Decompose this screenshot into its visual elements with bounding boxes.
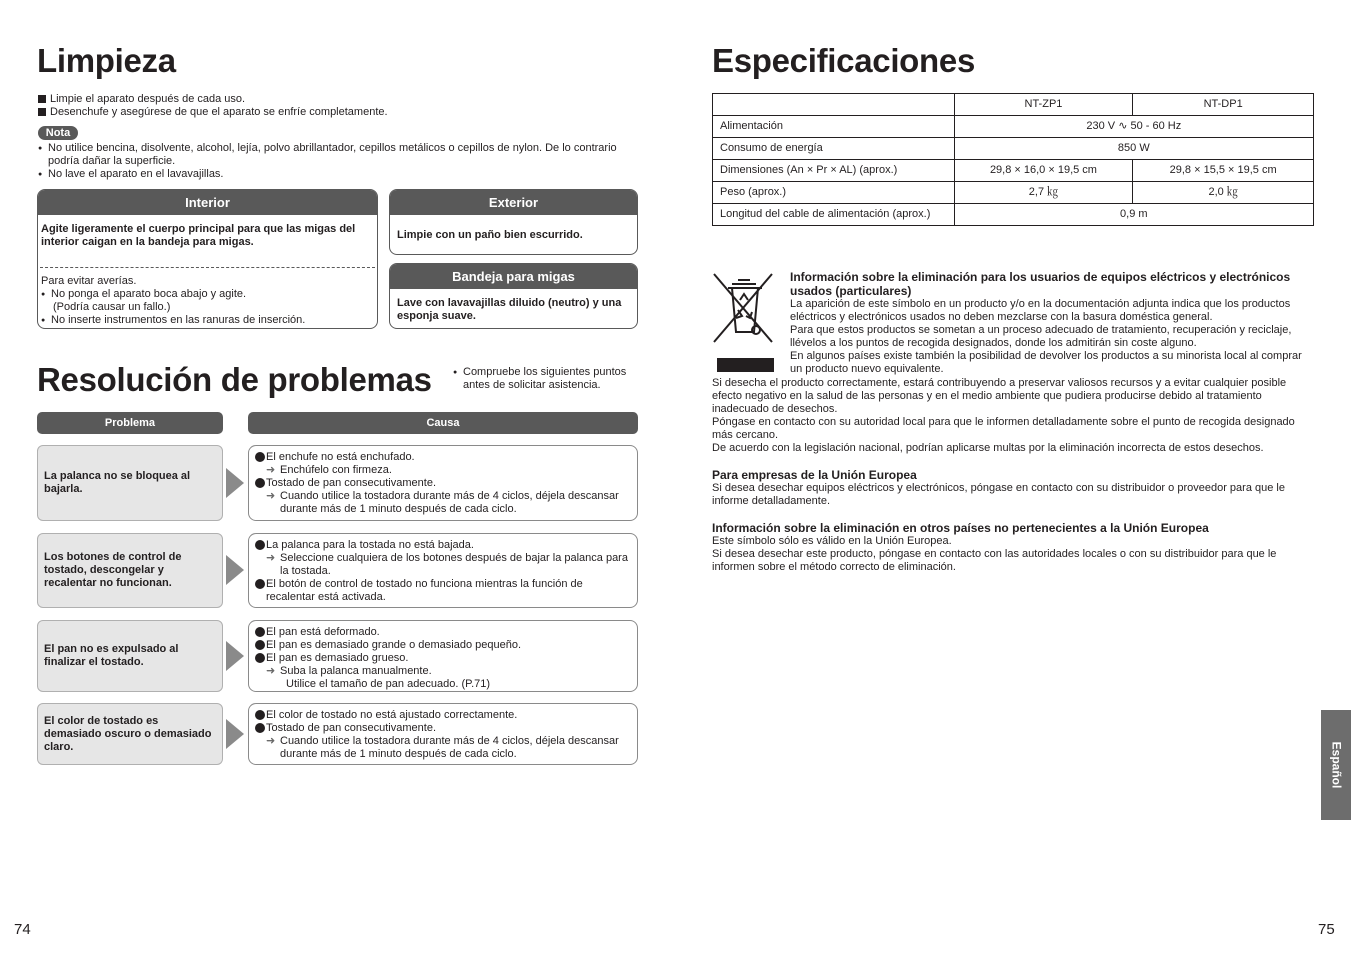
list-item: Limpie el aparato después de cada uso. bbox=[38, 93, 638, 106]
especificaciones-title: Especificaciones bbox=[712, 42, 976, 79]
arrow-icon: ➜ bbox=[266, 490, 276, 502]
interior-warnings bbox=[38, 268, 377, 327]
arrow-right-icon bbox=[226, 555, 244, 585]
exterior-text: Limpie con un paño bien escurrido. bbox=[397, 229, 583, 241]
weee-bin-icon bbox=[712, 270, 772, 374]
table-row bbox=[713, 204, 1314, 226]
non-eu-heading: Información sobre la eliminación en otros países no pertenecientes a la Unión Europea bbox=[712, 521, 1209, 535]
disposal-paragraph: En algunos países existe también la posibilidad de devolver los productos a su minorista local al comprar un producto nuevo equivalente. bbox=[790, 350, 1302, 375]
cause-item: El botón de control de tostado no funciona mientras la función de recalentar está activada. bbox=[255, 578, 631, 604]
language-tab bbox=[1321, 710, 1351, 820]
language-tab-label: Español bbox=[1329, 741, 1344, 789]
table-cell-value: 850 W bbox=[954, 138, 1313, 160]
remedy-text: Utilice el tamaño de pan adecuado. (P.71) bbox=[286, 678, 491, 690]
table-cell-value: 230 V ∿ 50 - 60 Hz bbox=[954, 116, 1313, 138]
remedy-text: Cuando utilice la tostadora durante más de 4 ciclos, déjela descansar durante más de 1 minuto después de cada ciclo. bbox=[280, 735, 619, 760]
interior-instruction: Agite ligeramente el cuerpo principal para que las migas del interior caigan en la bandeja para migas. bbox=[41, 223, 356, 248]
arrow-icon: ➜ bbox=[266, 552, 276, 564]
cause-item: El enchufe no está enchufado. bbox=[255, 451, 631, 464]
list-item: Desenchufe y asegúrese de que el aparato se enfríe completamente. bbox=[38, 106, 638, 119]
remedy-item bbox=[255, 490, 631, 516]
table-cell-label: Alimentación bbox=[713, 116, 955, 138]
problem-cell: El pan no es expulsado al finalizar el tostado. bbox=[37, 620, 223, 692]
limpieza-title: Limpieza bbox=[37, 42, 176, 79]
spec-table bbox=[712, 93, 1314, 226]
nota-badge: Nota bbox=[38, 126, 78, 140]
remedy-item bbox=[255, 464, 631, 477]
table-row bbox=[713, 94, 1314, 116]
warning-note: (Podría causar un fallo.) bbox=[53, 301, 171, 313]
arrow-icon: ➜ bbox=[266, 665, 276, 677]
table-row bbox=[713, 116, 1314, 138]
arrow-icon: ➜ bbox=[266, 735, 276, 747]
problem-cell: El color de tostado es demasiado oscuro o demasiado claro. bbox=[37, 703, 223, 765]
bandeja-text: Lave con lavavajillas diluido (neutro) y una esponja suave. bbox=[397, 297, 622, 322]
bandeja-box bbox=[389, 263, 638, 329]
remedy-text: Enchúfelo con firmeza. bbox=[280, 464, 392, 476]
remedy-item bbox=[255, 735, 631, 761]
disposal-paragraph: La aparición de este símbolo en un producto y/o en la documentación adjunta indica que los productos eléctricos y electrónicos usados no deben mezclarse con la basura doméstica general. bbox=[790, 298, 1291, 323]
table-cell-label: Dimensiones (An × Pr × AL) (aprox.) bbox=[713, 160, 955, 182]
cause-item: El pan es demasiado grande o demasiado pequeño. bbox=[255, 639, 631, 652]
remedy-text: Seleccione cualquiera de los botones después de bajar la palanca para la tostada. bbox=[280, 552, 628, 577]
table-cell-value: 29,8 × 15,5 × 19,5 cm bbox=[1133, 160, 1314, 182]
arrow-right-icon bbox=[226, 641, 244, 671]
table-header-model: NT-DP1 bbox=[1133, 94, 1314, 116]
table-cell-value: 0,9 m bbox=[954, 204, 1313, 226]
cause-cell bbox=[248, 703, 638, 765]
disposal-paragraph: Para que estos productos se sometan a un proceso adecuado de tratamiento, recuperación y reciclaje, llévelos a los puntos de recogida designados, donde los admitirán sin coste alguno. bbox=[790, 324, 1292, 349]
table-cell-value: 2,0 ㎏ bbox=[1133, 182, 1314, 204]
table-row bbox=[713, 160, 1314, 182]
table-row bbox=[713, 182, 1314, 204]
cause-cell bbox=[248, 533, 638, 608]
warning-item: ● No ponga el aparato boca abajo y agite. bbox=[41, 288, 247, 300]
non-eu-text: Este símbolo sólo es válido en la Unión Europea. bbox=[712, 535, 952, 547]
warning-text: No inserte instrumentos en las ranuras de inserción. bbox=[51, 314, 306, 326]
disposal-block bbox=[790, 270, 1315, 376]
problem-cell: La palanca no se bloquea al bajarla. bbox=[37, 445, 223, 521]
disposal-paragraph: Si desecha el producto correctamente, estará contribuyendo a preservar valiosos recursos y a evitar cualquier posible efecto negativo en la salud de las personas y en el medio ambiente que pudiera producirse debido al tratamiento inadecuado de desechos. bbox=[712, 377, 1287, 415]
exterior-header: Exterior bbox=[390, 190, 637, 215]
cause-item: La palanca para la tostada no está bajada. bbox=[255, 539, 631, 552]
problem-cell: Los botones de control de tostado, descongelar y recalentar no funcionan. bbox=[37, 533, 223, 608]
arrow-icon: ➜ bbox=[266, 464, 276, 476]
non-eu-text: Si desea desechar este producto, póngase en contacto con las autoridades locales o con su distribuidor para que le informen sobre el método correcto de eliminación. bbox=[712, 548, 1277, 573]
column-header-problema: Problema bbox=[37, 412, 223, 434]
disposal-block-continued bbox=[712, 377, 1315, 574]
page-number-left: 74 bbox=[14, 921, 31, 938]
remedy-item bbox=[255, 665, 631, 678]
cause-item: El pan es demasiado grueso. bbox=[255, 652, 631, 665]
list-item: ● No utilice bencina, disolvente, alcohol, lejía, polvo abrillantador, cepillos metálicos o cepillos de nylon. De lo contrario podría dañar la superficie. bbox=[38, 142, 628, 168]
table-cell-value: 29,8 × 16,0 × 19,5 cm bbox=[954, 160, 1133, 182]
eu-text: Si desea desechar equipos eléctricos y electrónicos, póngase en contacto con su distribuidor o proveedor para que le informe detalladamente. bbox=[712, 482, 1285, 507]
table-cell-label: Peso (aprox.) bbox=[713, 182, 955, 204]
remedy-item bbox=[255, 552, 631, 578]
resolucion-hint: ● Compruebe los siguientes puntos antes de solicitar asistencia. bbox=[453, 366, 643, 392]
page-number-right: 75 bbox=[1318, 921, 1335, 938]
eu-heading: Para empresas de la Unión Europea bbox=[712, 468, 917, 482]
warning-text: No ponga el aparato boca abajo y agite. bbox=[51, 288, 247, 300]
interior-box bbox=[37, 189, 378, 329]
cause-cell bbox=[248, 445, 638, 521]
nota-list bbox=[38, 142, 628, 181]
table-header-model: NT-ZP1 bbox=[954, 94, 1133, 116]
arrow-right-icon bbox=[226, 719, 244, 749]
table-cell-label: Longitud del cable de alimentación (aprox.) bbox=[713, 204, 955, 226]
remedy-text: Suba la palanca manualmente. bbox=[280, 665, 432, 677]
table-row bbox=[713, 138, 1314, 160]
bandeja-header: Bandeja para migas bbox=[390, 264, 637, 289]
resolucion-title: Resolución de problemas bbox=[37, 361, 432, 398]
warning-item: ● No inserte instrumentos en las ranuras de inserción. bbox=[41, 314, 306, 326]
warning-intro: Para evitar averías. bbox=[41, 275, 137, 287]
cause-item: Tostado de pan consecutivamente. bbox=[255, 722, 631, 735]
table-cell bbox=[713, 94, 955, 116]
cause-item: El color de tostado no está ajustado correctamente. bbox=[255, 709, 631, 722]
cause-cell bbox=[248, 620, 638, 692]
limpieza-bullets bbox=[38, 93, 638, 119]
cause-item: El pan está deformado. bbox=[255, 626, 631, 639]
table-cell-label: Consumo de energía bbox=[713, 138, 955, 160]
remedy-text: Cuando utilice la tostadora durante más de 4 ciclos, déjela descansar durante más de 1 minuto después de cada ciclo. bbox=[280, 490, 619, 515]
cause-item: Tostado de pan consecutivamente. bbox=[255, 477, 631, 490]
list-item: ● No lave el aparato en el lavavajillas. bbox=[38, 168, 628, 181]
interior-header: Interior bbox=[38, 190, 377, 215]
disposal-heading: Información sobre la eliminación para los usuarios de equipos eléctricos y electrónicos usados (particulares) bbox=[790, 270, 1291, 298]
arrow-right-icon bbox=[226, 468, 244, 498]
column-header-causa: Causa bbox=[248, 412, 638, 434]
disposal-paragraph: Póngase en contacto con su autoridad local para que le informen detalladamente sobre el punto de recogida designado más cercano. bbox=[712, 416, 1295, 441]
table-cell-value: 2,7 ㎏ bbox=[954, 182, 1133, 204]
exterior-box bbox=[389, 189, 638, 255]
disposal-paragraph: De acuerdo con la legislación nacional, podrían aplicarse multas por la eliminación incorrecta de estos desechos. bbox=[712, 442, 1264, 454]
